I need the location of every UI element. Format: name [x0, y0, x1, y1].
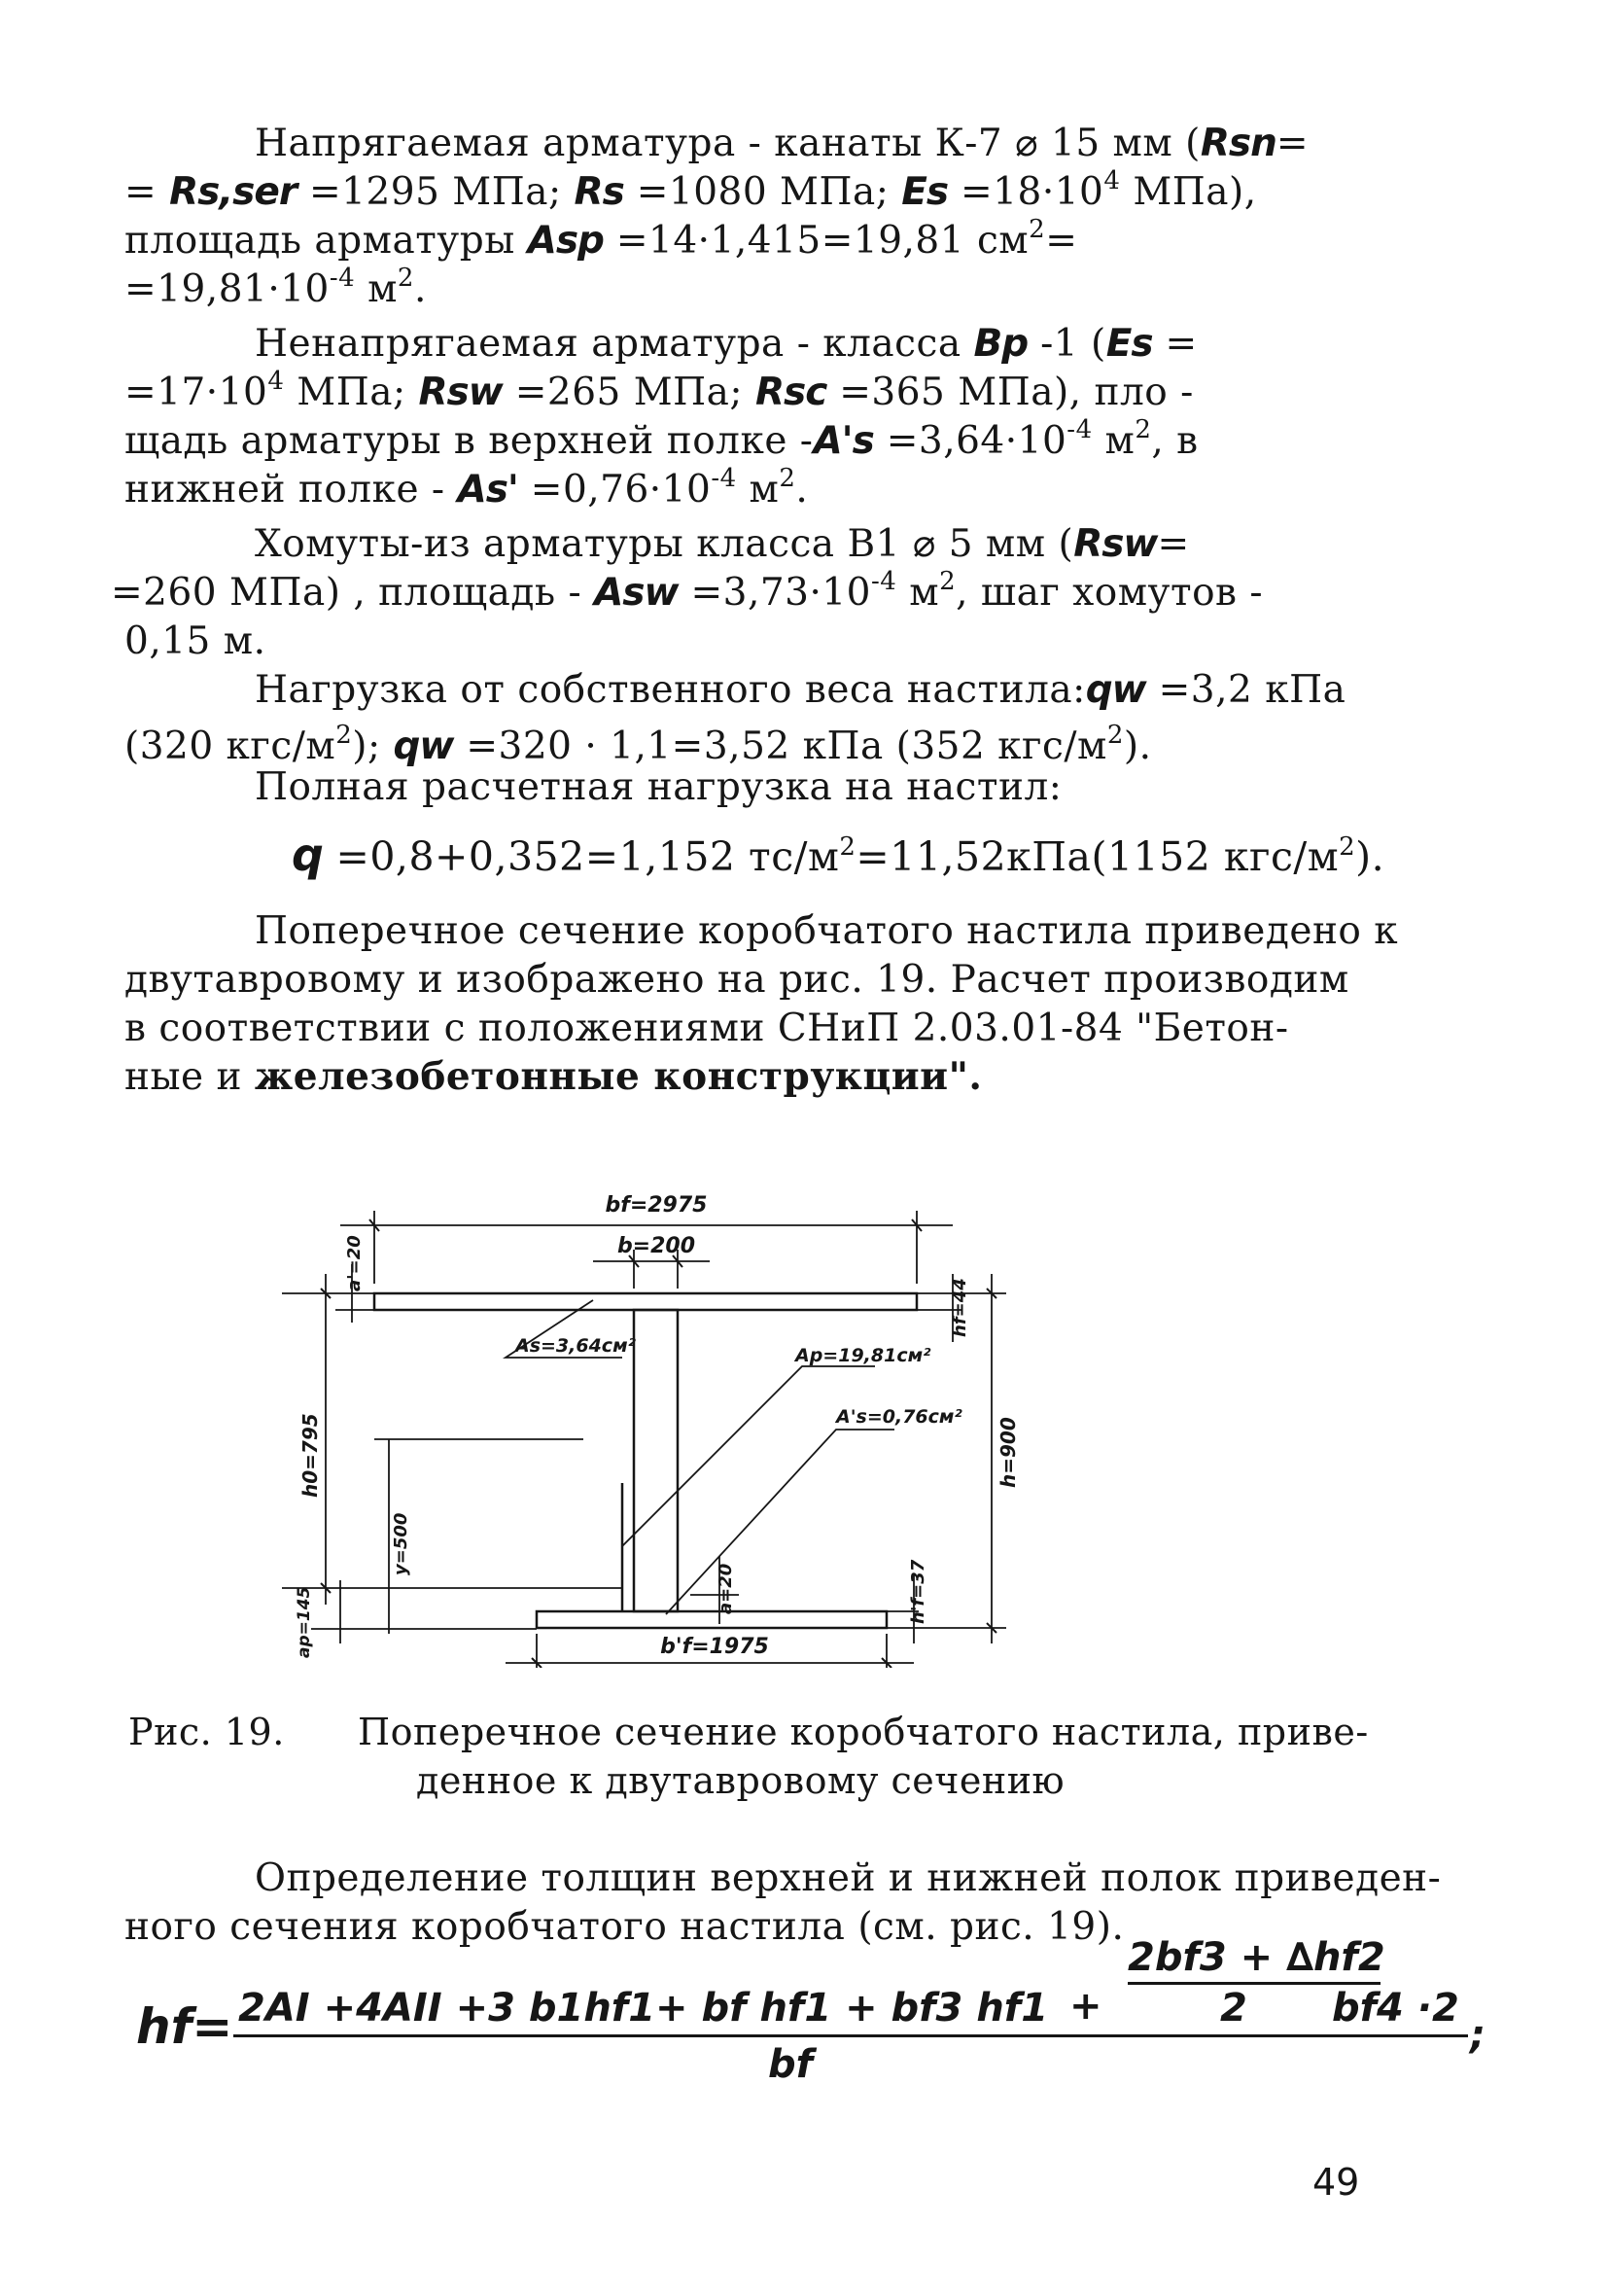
text: =14·1,415=19,81 см: [615, 219, 1030, 263]
symbol: Rsn: [1200, 122, 1276, 165]
exponent: 2: [1339, 832, 1356, 862]
text: =: [1276, 122, 1310, 165]
label-h: h=900: [996, 1417, 1020, 1488]
leader-line: [622, 1366, 875, 1546]
formula-inner-numerator: 2bf3 + ∆hf2: [1128, 1935, 1385, 1980]
text: =3,73·10: [690, 571, 871, 615]
text: м: [1092, 419, 1136, 463]
symbol: Es: [1105, 322, 1153, 366]
exponent: -4: [871, 567, 897, 596]
dim-ticks: [321, 1219, 996, 1668]
symbol: As': [457, 468, 518, 512]
symbol: qw: [393, 724, 454, 768]
p3-line3: 0,15 м.: [124, 619, 266, 663]
label-bf-bot: b'f=1975: [660, 1635, 769, 1659]
text: -1 (: [1040, 322, 1106, 366]
exponent: -4: [329, 264, 356, 293]
text: МПа;: [284, 371, 406, 414]
text: Хомуты-из арматуры класса В1 ⌀ 5 мм (: [255, 522, 1074, 566]
exponent: 2: [1106, 721, 1124, 750]
text: , в: [1151, 419, 1199, 463]
formula-lhs: hf=: [136, 1998, 233, 2055]
p2-line1: [255, 322, 1198, 366]
text: =18·10: [961, 170, 1104, 214]
text: =1080 МПа;: [636, 170, 890, 214]
exponent: 4: [267, 367, 285, 396]
exponent: 2: [397, 264, 414, 293]
text: ные и: [124, 1055, 243, 1099]
formula-inner-denominator: 2: [1220, 1986, 1247, 2031]
symbol: q: [292, 829, 323, 881]
exponent: 2: [779, 464, 796, 493]
text: железобетонные конструкции".: [254, 1054, 983, 1099]
p4-line2: [124, 721, 1152, 768]
text: Нагрузка от собственного веса настила:: [255, 668, 1086, 712]
text: );: [352, 724, 381, 768]
label-hf-bot: h'f=37: [908, 1559, 928, 1624]
label-a-bot: a=20: [716, 1563, 736, 1614]
figure-caption-number: Рис. 19.: [128, 1711, 285, 1753]
text: нижней полке -: [124, 468, 445, 512]
text: =0,76·10: [530, 468, 712, 512]
symbol: Rsw: [1073, 522, 1158, 566]
exponent: -4: [1066, 415, 1093, 444]
text: м: [736, 468, 780, 512]
text: =: [124, 170, 157, 214]
page-number: 49: [1312, 2161, 1360, 2204]
label-bf: bf=2975: [605, 1193, 708, 1218]
text: =: [1165, 322, 1198, 366]
text: ).: [1123, 724, 1152, 768]
text: =: [1045, 219, 1078, 263]
text: =1295 МПа;: [308, 170, 562, 214]
section-outline: [374, 1293, 917, 1628]
p4-line1: [255, 668, 1346, 712]
q-formula: [292, 829, 1385, 881]
text: м: [355, 267, 398, 311]
label-b: b=200: [616, 1234, 696, 1258]
p2-line4: [124, 464, 809, 512]
text: м: [896, 571, 940, 615]
exponent: 2: [939, 567, 957, 596]
text: МПа),: [1120, 170, 1257, 214]
p7-line1: Определение толщин верхней и нижней полок приведен-: [255, 1856, 1442, 1900]
p1-line1: [255, 122, 1310, 165]
text: , шаг хомутов -: [956, 571, 1264, 615]
p6-line4: [124, 1054, 983, 1099]
text: =: [1157, 522, 1190, 566]
text: =265 МПа;: [514, 371, 744, 414]
text: =11,52кПа(1152 кгс/м: [856, 833, 1340, 880]
label-h0: h0=795: [298, 1413, 322, 1498]
text: =260 МПа) , площадь -: [111, 571, 582, 615]
text: =3,64·10: [886, 419, 1067, 463]
text: =3,2 кПа: [1145, 668, 1346, 712]
symbol: Bp: [973, 322, 1029, 366]
formula-semicolon: ;: [1470, 2013, 1486, 2058]
p1-line2: [124, 166, 1257, 214]
web: [634, 1310, 678, 1611]
exponent: -4: [711, 464, 737, 493]
symbol: qw: [1085, 668, 1146, 712]
text: .: [795, 468, 809, 512]
text: Напрягаемая арматура - канаты К-7 ⌀ 15 мм (: [255, 122, 1201, 165]
formula-main-fraction-bar: [233, 2034, 1468, 2037]
text: ).: [1355, 833, 1385, 880]
bottom-flange: [537, 1611, 887, 1628]
label-as-bot: A's=0,76см²: [836, 1406, 962, 1428]
formula-inner-tail: bf4 ·2: [1332, 1986, 1459, 2031]
exponent: 2: [1135, 415, 1152, 444]
text: =0,8+0,352=1,152 тс/м: [322, 833, 840, 880]
p6-line1: Поперечное сечение коробчатого настила приведено к: [255, 909, 1399, 953]
text: =320 · 1,1=3,52 кПа (352 кгс/м: [453, 724, 1107, 768]
exponent: 2: [1029, 215, 1046, 244]
label-ap: Ap=19,81см²: [795, 1345, 931, 1366]
figure-caption-line1: Поперечное сечение коробчатого настила, приве-: [358, 1711, 1369, 1753]
formula-numerator: 2AI +4AII +3 b1hf1+ bf hf1 + bf3 hf1: [238, 1986, 1049, 2031]
p2-line3: [124, 415, 1199, 463]
label-a-top: a'=20: [344, 1235, 365, 1291]
label-as-top: As=3,64см²: [515, 1335, 636, 1357]
symbol: Es: [901, 170, 949, 214]
p2-line2: [124, 367, 1194, 414]
figure-caption-line2: денное к двутавровому сечению: [416, 1759, 1066, 1802]
dimension-lines: [282, 1211, 1006, 1668]
text: =17·10: [124, 371, 268, 414]
p3-line1: [255, 522, 1190, 566]
symbol: Rsc: [754, 371, 827, 414]
symbol: Rs,ser: [169, 170, 297, 214]
symbol: Rs: [574, 170, 624, 214]
p6-line3: в соответствии с положениями СНиП 2.03.01-84 "Бетон-: [124, 1007, 1289, 1050]
p1-line4: [124, 264, 427, 311]
symbol: Rsw: [418, 371, 503, 414]
label-hf-top: hf=44: [950, 1278, 970, 1337]
text: .: [413, 267, 427, 311]
symbol: A's: [813, 419, 874, 463]
p4-line3: Полная расчетная нагрузка на настил:: [255, 765, 1063, 809]
cross-section-figure: [282, 1167, 1283, 1668]
p1-line3: [124, 215, 1078, 263]
label-ap-bot: ap=145: [295, 1586, 314, 1658]
text: площадь арматуры: [124, 219, 515, 263]
symbol: Asw: [594, 571, 679, 615]
p3-line2: [111, 567, 1264, 615]
exponent: 2: [839, 832, 856, 862]
formula-denominator: bf: [768, 2042, 814, 2087]
leader-line: [666, 1430, 894, 1614]
p6-line2: двутавровому и изображено на рис. 19. Расчет производим: [124, 958, 1349, 1002]
text: =365 МПа), пло -: [839, 371, 1194, 414]
text: щадь арматуры в верхней полке -: [124, 419, 814, 463]
formula-plus: +: [1069, 1984, 1102, 2029]
label-y: y=500: [391, 1512, 411, 1575]
exponent: 2: [335, 721, 353, 750]
p7-line2: ного сечения коробчатого настила (см. рис. 19).: [124, 1905, 1125, 1949]
exponent: 4: [1103, 166, 1121, 195]
text: =19,81·10: [124, 267, 330, 311]
top-flange: [374, 1293, 917, 1310]
text: Ненапрягаемая арматура - класса: [255, 322, 961, 366]
text: (320 кгс/м: [124, 724, 336, 768]
symbol: Asp: [527, 219, 604, 263]
formula-inner-fraction-bar: [1128, 1982, 1381, 1985]
